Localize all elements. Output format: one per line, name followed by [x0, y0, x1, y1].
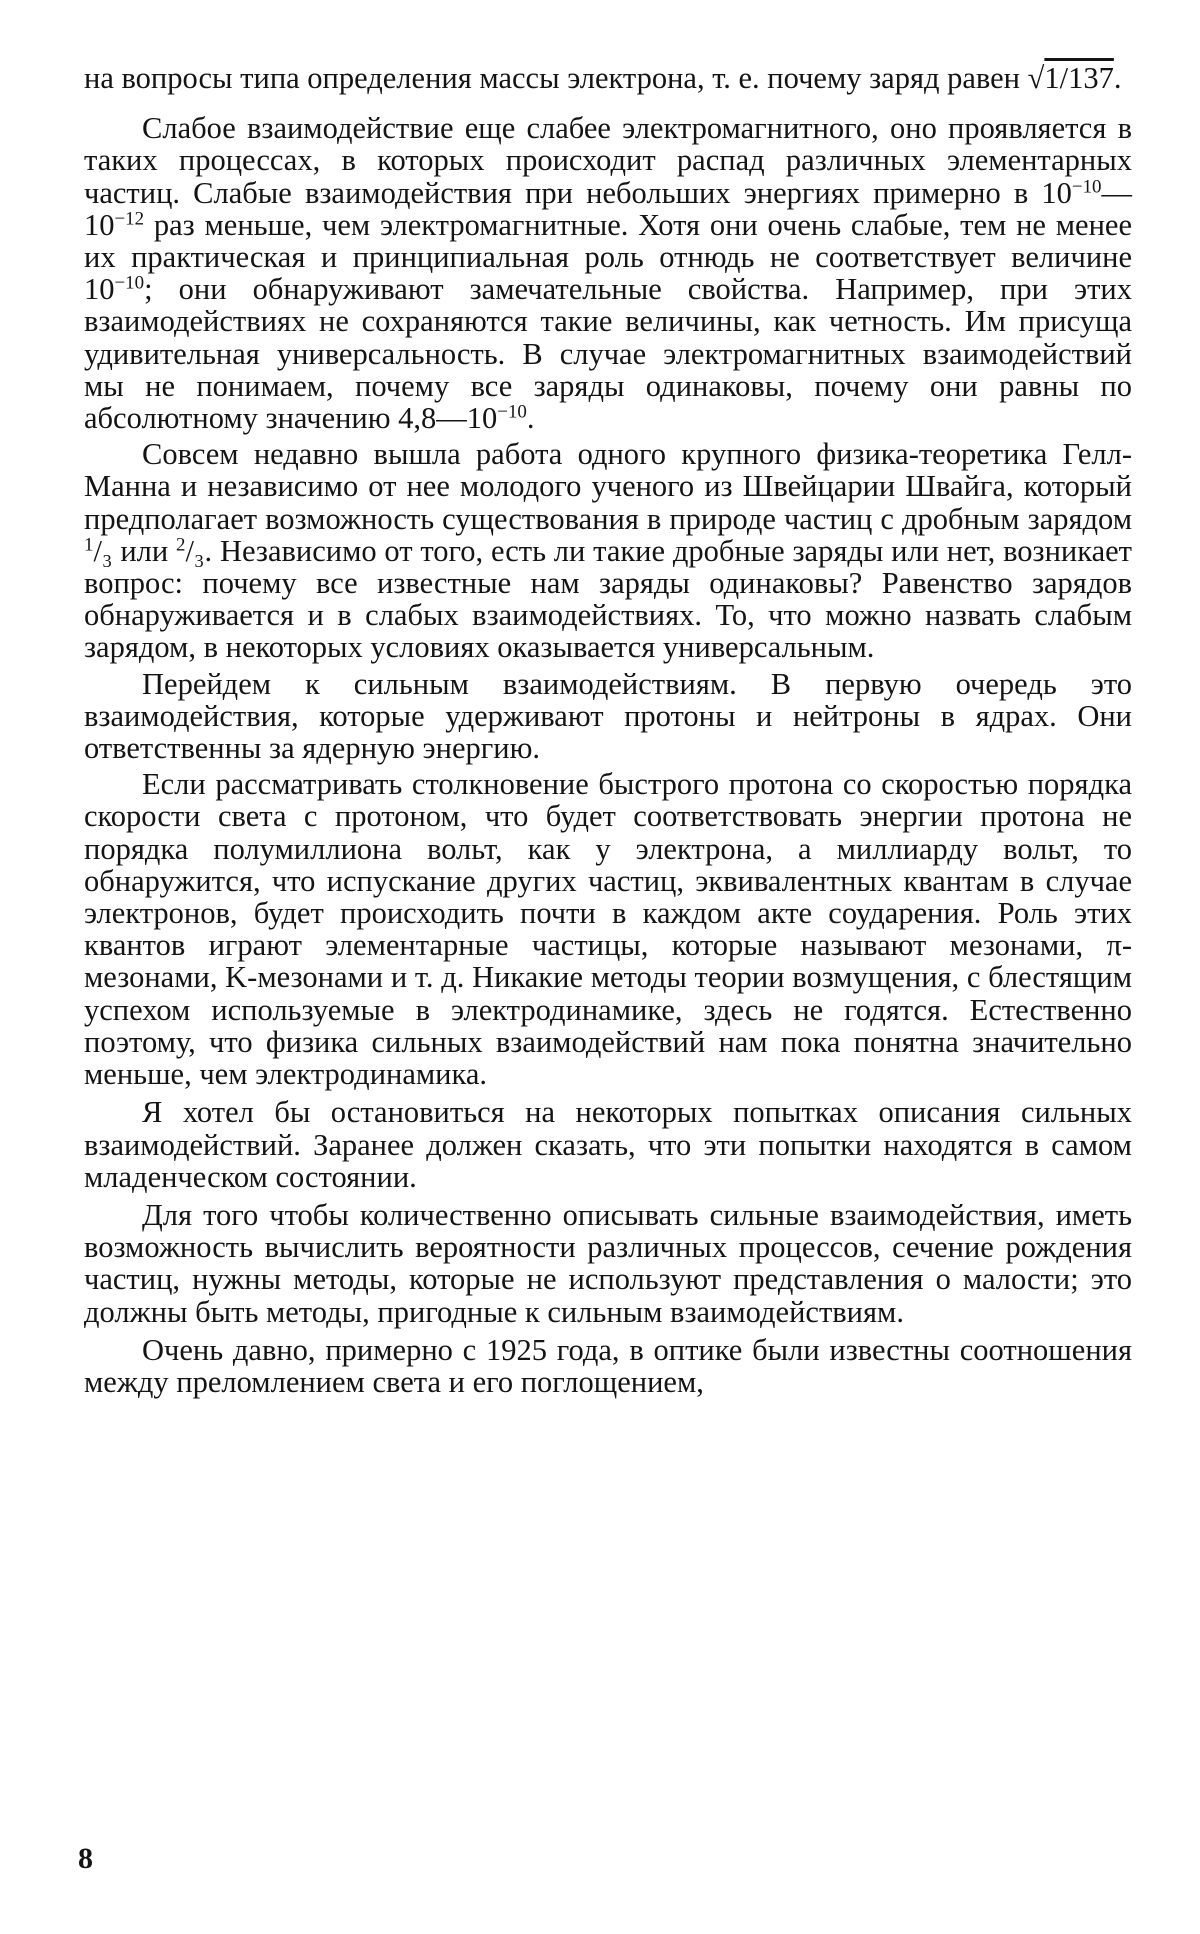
page-body	[84, 62, 1132, 1398]
text-run: Если рассматривать столкновение быстрого протона со скоростью порядка скорости света с протоном, что будет соответствовать энергии протона не порядка полумиллиона вольт, как у электрона, а миллиарду вольт, то обнаружится, что испускание других частиц, эквивалентных квантам в случае электронов, будет происходить почти в каждом акте соударения. Роль этих квантов играют элементарные частицы, которые называют мезонами, π-мезонами, K-мезонами и т. д. Никакие методы теории возмущения, с блестящим успехом используемые в электродинамике, здесь не годятся. Естественно поэтому, что физика сильных взаимодействий нам пока понятна значительно меньше, чем электродинамика.	[84, 767, 1132, 1092]
paragraph	[84, 112, 1132, 434]
text-run: √	[1027, 61, 1045, 95]
text-run: /₃. Независимо от того, есть ли такие дробные заряды или нет, возникает вопрос: почему все известные нам заряды одинаковы? Равенство зарядов обнаруживается и в слабых взаимодействиях. То, что можно назвать слабым зарядом, в некоторых условиях оказывается универсальным.	[84, 533, 1132, 665]
paragraph	[84, 438, 1132, 663]
superscript: 2	[176, 534, 186, 556]
text-run: Совсем недавно вышла работа одного крупного физика-теоретика Гелл-Манна и независимо от нее молодого ученого из Швейцарии Швайга, который предполагает возможность существования в природе частиц с дробным зарядом	[84, 437, 1132, 536]
text-run: Очень давно, примерно с 1925 года, в оптике были известны соотношения между преломлением света и его поглощением,	[84, 1332, 1132, 1399]
paragraph	[84, 668, 1132, 765]
superscript: −10	[497, 401, 527, 423]
text-run: на вопросы типа определения массы электрона, т. е. почему заряд равен	[84, 61, 1028, 95]
paragraph	[84, 1096, 1132, 1193]
superscript: 1	[84, 534, 94, 556]
paragraph	[84, 768, 1132, 1090]
text-run: Для того чтобы количественно описывать сильные взаимодействия, иметь возможность вычислить вероятности различных процессов, сечение рождения частиц, нужны методы, которые не используют представления о малости; это должны быть методы, пригодные к сильным взаимодействиям.	[84, 1197, 1132, 1329]
superscript: −12	[114, 208, 145, 230]
text-run: 1/137	[1044, 61, 1114, 95]
text-run: .	[526, 401, 535, 436]
paragraph	[84, 1199, 1132, 1328]
text-run: Перейдем к сильным взаимодействиям. В первую очередь это взаимодействия, которые удерживают протоны и нейтроны в ядрах. Они ответственны за ядерную энергию.	[84, 666, 1132, 766]
text-run: Я хотел бы остановиться на некоторых попытках описания сильных взаимодействий. Заранее должен сказать, что эти попытки находятся в самом младенческом состоянии.	[84, 1095, 1132, 1194]
text-run: .	[1113, 61, 1122, 95]
text-run: /₃ или	[93, 533, 176, 568]
text-run: раз меньше, чем электромагнитные. Хотя они очень слабые, тем не менее их практическая и принципиальная роль отнюдь не соответствует величине 10	[84, 207, 1132, 307]
superscript: −10	[1071, 176, 1102, 198]
paragraph	[84, 1334, 1132, 1398]
text-run: ; они обнаруживают замечательные свойства. Например, при этих взаимодействиях не сохраняются такие величины, как четность. Им присуща удивительная универсальность. В случае электромагнитных взаимодействий мы не понимаем, почему все заряды одинаковы, почему они равны по абсолютному значению 4,8—10	[84, 272, 1132, 436]
superscript: −10	[114, 272, 145, 294]
text-run: Слабое взаимодействие еще слабее электромагнитного, оно проявляется в таких процессах, в которых происходит распад различных элементарных частиц. Слабые взаимодействия при небольших энергиях примерно в 10	[84, 111, 1132, 210]
text-run: —10	[84, 175, 1132, 242]
paragraph	[84, 62, 1132, 94]
page-number: 8	[78, 1842, 93, 1875]
